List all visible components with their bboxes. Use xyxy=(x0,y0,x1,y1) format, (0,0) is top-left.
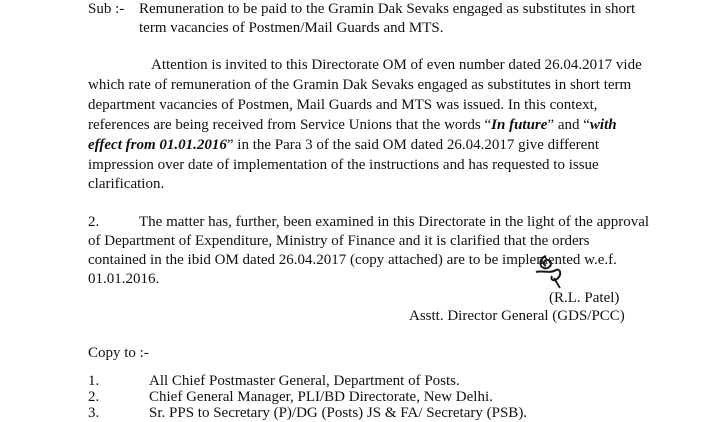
para2-line-3: contained in the ibid OM dated 26.04.2017 (copy attached) are to be implemented w.e.f. xyxy=(88,252,617,268)
para1-line-6: impression over date of implementation of the instructions and has requested to issue xyxy=(88,157,599,173)
para1-line-5: effect from 01.01.2016” in the Para 3 of the said OM dated 26.04.2017 give different xyxy=(88,137,600,153)
subject-line-2: term vacancies of Postmen/Mail Guards and MTS. xyxy=(139,20,444,36)
para1-line-4: references are being received from Service Unions that the words “In future” and “with xyxy=(88,117,617,133)
signatory-designation: Asstt. Director General (GDS/PCC) xyxy=(409,308,625,324)
copy-to-item-2: Chief General Manager, PLI/BD Directorate, New Delhi. xyxy=(149,389,493,405)
para1-line-2: which rate of remuneration of the Gramin Dak Sevaks engaged as substitutes in short term xyxy=(88,77,632,93)
para1-line-1: Attention is invited to this Directorate OM of even number dated 26.04.2017 vide xyxy=(151,57,642,73)
para2-line-4: 01.01.2016. xyxy=(88,271,160,287)
subject-label: Sub :- xyxy=(88,1,125,17)
signatory-name: (R.L. Patel) xyxy=(549,290,620,306)
para2-number: 2. xyxy=(88,214,100,230)
para2-line-1: The matter has, further, been examined in this Directorate in the light of the approval xyxy=(139,214,650,230)
copy-to-item-3: Sr. PPS to Secretary (P)/DG (Posts) JS & FA/ Secretary (PSB). xyxy=(149,405,528,421)
para1-line-7: clarification. xyxy=(88,176,165,192)
copy-to-item-2-number: 2. xyxy=(88,389,100,405)
copy-to-item-1: All Chief Postmaster General, Department of Posts. xyxy=(149,373,460,389)
emphasis-effect-date: effect from 01.01.2016 xyxy=(88,137,227,153)
copy-to-item-1-number: 1. xyxy=(88,373,100,389)
para1-line-3: department vacancies of Postmen, Mail Guards and MTS was issued. In this context, xyxy=(88,97,598,113)
subject-line-1: Remuneration to be paid to the Gramin Dak Sevaks engaged as substitutes in short xyxy=(139,1,636,17)
copy-to-heading: Copy to :- xyxy=(88,345,149,361)
emphasis-with: with xyxy=(589,117,617,133)
emphasis-in-future: In future xyxy=(491,117,548,133)
para2-line-2: of Department of Expenditure, Ministry of Finance and it is clarified that the orders xyxy=(88,233,590,249)
copy-to-item-3-number: 3. xyxy=(88,405,100,421)
handwritten-signature xyxy=(532,252,568,292)
